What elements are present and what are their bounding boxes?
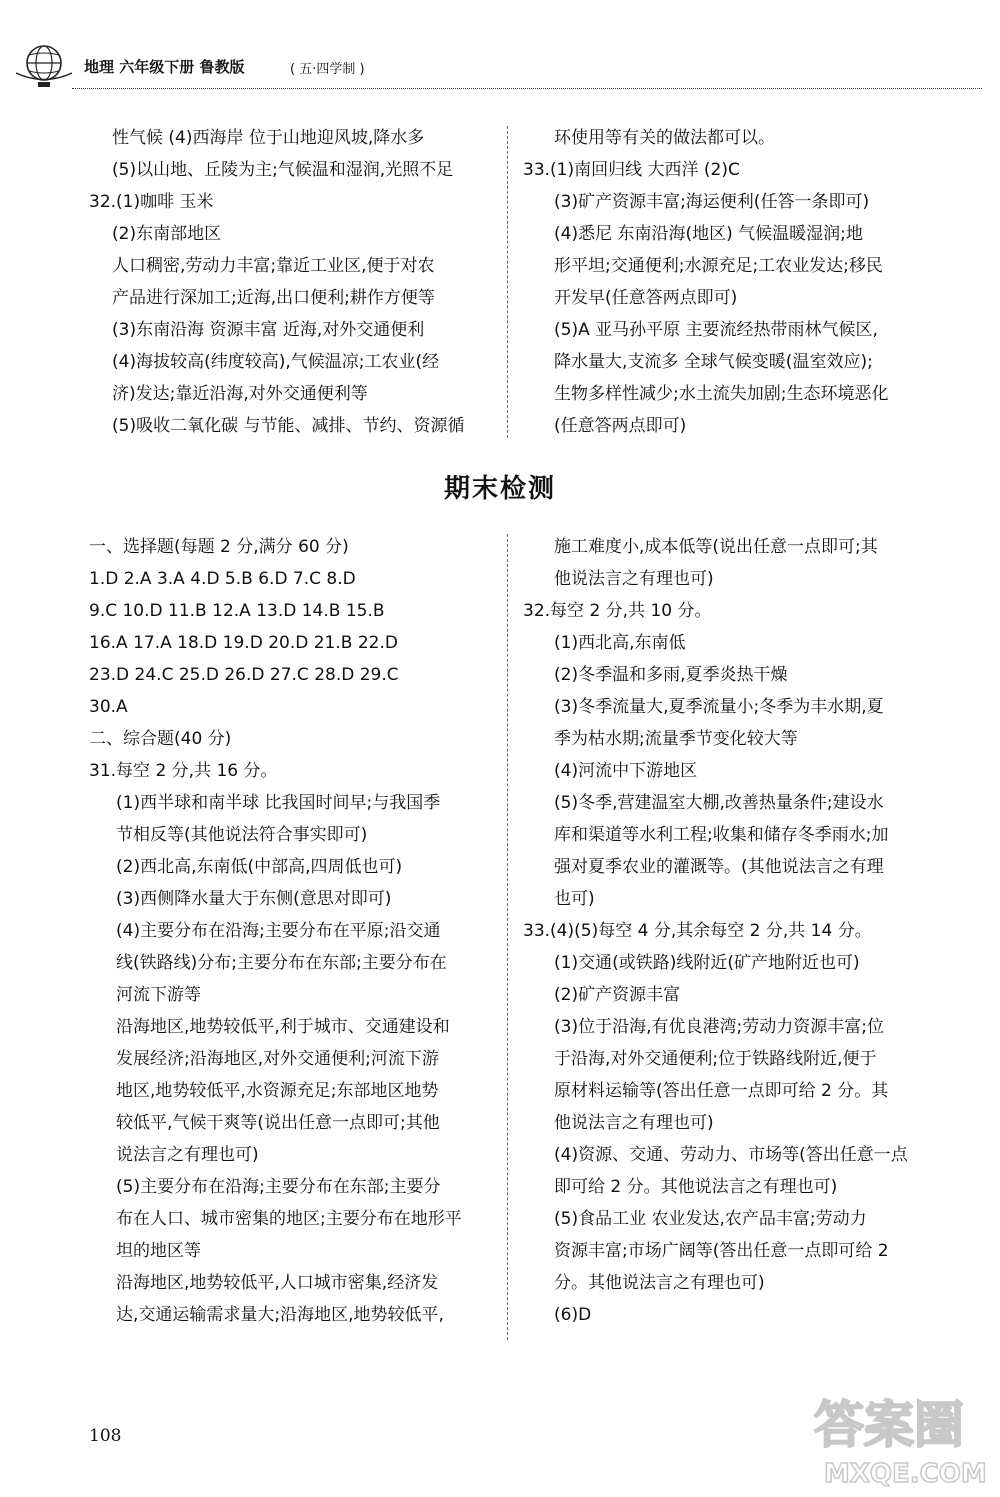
watermark-logo: [810, 1386, 990, 1492]
answer-line: 1.D 2.A 3.A 4.D 5.B 6.D 7.C 8.D: [89, 569, 356, 589]
answer-line: 沿海地区,地势较低平,人口城市密集,经济发: [116, 1273, 439, 1293]
answer-line: (5)A 亚马孙平原 主要流经热带雨林气候区,: [554, 320, 878, 340]
answer-line: 31.每空 2 分,共 16 分。: [89, 761, 278, 781]
answer-line: (4)主要分布在沿海;主要分布在平原;沿交通: [116, 921, 441, 941]
answer-line: 33.(4)(5)每空 4 分,其余每空 2 分,共 14 分。: [523, 921, 872, 941]
answer-line: (5)冬季,营建温室大棚,改善热量条件;建设水: [554, 793, 884, 813]
answer-line: 环使用等有关的做法都可以。: [554, 128, 775, 148]
answer-line: 季为枯水期;流量季节变化较大等: [554, 729, 798, 749]
answer-line: (2)西北高,东南低(中部高,四周低也可): [116, 857, 403, 877]
svg-text:MXQE.COM: MXQE.COM: [824, 1459, 987, 1489]
bottom-right-column: [523, 537, 943, 1337]
answer-line: 也可): [554, 889, 595, 909]
answer-line: 强对夏季农业的灌溉等。(其他说法言之有理: [554, 857, 884, 877]
answer-line: 二、综合题(40 分): [89, 729, 232, 749]
answer-line: (2)矿产资源丰富: [554, 985, 681, 1005]
answer-line: 说法言之有理也可): [116, 1145, 259, 1165]
answer-line: 资源丰富;市场广阔等(答出任意一点即可给 2: [554, 1241, 889, 1261]
answer-line: (3)东南沿海 资源丰富 近海,对外交通便利: [112, 320, 425, 340]
answer-line: 分。其他说法言之有理也可): [554, 1273, 765, 1293]
answer-line: (5)主要分布在沿海;主要分布在东部;主要分: [116, 1177, 441, 1197]
answer-line: (3)矿产资源丰富;海运便利(任答一条即可): [554, 192, 870, 212]
answer-line: (任意答两点即可): [554, 416, 687, 436]
top-right-column: [523, 128, 943, 448]
answer-line: (6)D: [554, 1305, 592, 1325]
answer-line: 一、选择题(每题 2 分,满分 60 分): [89, 537, 349, 557]
answer-line: 线(铁路线)分布;主要分布在东部;主要分布在: [116, 953, 447, 973]
answer-line: 人口稠密,劳动力丰富;靠近工业区,便于对农: [112, 256, 435, 276]
answer-line: 节相反等(其他说法符合事实即可): [116, 825, 368, 845]
answer-line: (2)东南部地区: [112, 224, 222, 244]
answer-line: (2)冬季温和多雨,夏季炎热干燥: [554, 665, 788, 685]
answer-line: 较低平,气候干爽等(说出任意一点即可;其他: [116, 1113, 440, 1133]
answer-line: 9.C 10.D 11.B 12.A 13.D 14.B 15.B: [89, 601, 385, 621]
answer-line: (3)西侧降水量大于东侧(意思对即可): [116, 889, 392, 909]
answer-line: 他说法言之有理也可): [554, 1113, 714, 1133]
header-rule: [72, 88, 982, 89]
answer-line: 32.(1)咖啡 玉米: [89, 192, 214, 212]
top-left-column: [89, 128, 494, 448]
answer-line: 形平坦;交通便利;水源充足;工农业发达;移民: [554, 256, 883, 276]
answer-line: 施工难度小,成本低等(说出任意一点即可;其: [554, 537, 878, 557]
answer-line: 性气候 (4)西海岸 位于山地迎风坡,降水多: [112, 128, 425, 148]
answer-line: 坦的地区等: [116, 1241, 201, 1261]
answer-line: 达,交通运输需求量大;沿海地区,地势较低平,: [116, 1305, 444, 1325]
answer-line: 布在人口、城市密集的地区;主要分布在地形平: [116, 1209, 462, 1229]
answer-line: 30.A: [89, 697, 128, 717]
answer-line: 23.D 24.C 25.D 26.D 27.C 28.D 29.C: [89, 665, 399, 685]
answer-line: (4)河流中下游地区: [554, 761, 698, 781]
answer-line: 库和渠道等水利工程;收集和储存冬季雨水;加: [554, 825, 889, 845]
page-header: [0, 34, 1000, 94]
answer-line: (1)西半球和南半球 比我国时间早;与我国季: [116, 793, 441, 813]
answer-line: 河流下游等: [116, 985, 201, 1005]
svg-text:答案圈: 答案圈: [814, 1396, 964, 1454]
answer-line: (3)冬季流量大,夏季流量小;冬季为丰水期,夏: [554, 697, 884, 717]
answer-line: 即可给 2 分。其他说法言之有理也可): [554, 1177, 838, 1197]
answer-line: 地区,地势较低平,水资源充足;东部地区地势: [116, 1081, 439, 1101]
header-edition: ( 五·四学制 ): [290, 62, 365, 77]
answer-line: (4)海拔较高(纬度较高),气候温凉;工农业(经: [112, 352, 440, 372]
answer-line: 32.每空 2 分,共 10 分。: [523, 601, 712, 621]
answer-line: 生物多样性减少;水土流失加剧;生态环境恶化: [554, 384, 889, 404]
section-title: 期末检测: [443, 474, 556, 504]
answer-line: (5)食品工业 农业发达,农产品丰富;劳动力: [554, 1209, 867, 1229]
answer-line: 原材料运输等(答出任意一点即可给 2 分。其: [554, 1081, 889, 1101]
column-divider: [507, 534, 508, 1340]
answer-line: (5)以山地、丘陵为主;气候温和湿润,光照不足: [112, 160, 454, 180]
answer-line: 发展经济;沿海地区,对外交通便利;河流下游: [116, 1049, 439, 1069]
answer-line: (3)位于沿海,有优良港湾;劳动力资源丰富;位: [554, 1017, 884, 1037]
answer-line: 沿海地区,地势较低平,利于城市、交通建设和: [116, 1017, 450, 1037]
header-title: 地理 六年级下册 鲁教版: [84, 58, 245, 76]
answer-line: (1)西北高,东南低: [554, 633, 686, 653]
answer-line: (5)吸收二氧化碳 与节能、减排、节约、资源循: [112, 416, 465, 436]
answer-line: 33.(1)南回归线 大西洋 (2)C: [523, 160, 740, 180]
answer-line: 他说法言之有理也可): [554, 569, 714, 589]
answer-line: 降水量大,支流多 全球气候变暖(温室效应);: [554, 352, 873, 372]
column-divider: [507, 126, 508, 438]
answer-line: (4)资源、交通、劳动力、市场等(答出任意一点: [554, 1145, 908, 1165]
answer-line: 于沿海,对外交通便利;位于铁路线附近,便于: [554, 1049, 877, 1069]
globe-logo-icon: [14, 40, 74, 90]
answer-line: 16.A 17.A 18.D 19.D 20.D 21.B 22.D: [89, 633, 398, 653]
answer-line: 开发早(任意答两点即可): [554, 288, 738, 308]
answer-line: 济)发达;靠近沿海,对外交通便利等: [112, 384, 368, 404]
answer-line: (1)交通(或铁路)线附近(矿产地附近也可): [554, 953, 860, 973]
answer-line: (4)悉尼 东南沿海(地区) 气候温暖湿润;地: [554, 224, 863, 244]
bottom-left-column: [89, 537, 499, 1337]
page-number: 108: [89, 1426, 122, 1446]
answer-line: 产品进行深加工;近海,出口便利;耕作方便等: [112, 288, 435, 308]
